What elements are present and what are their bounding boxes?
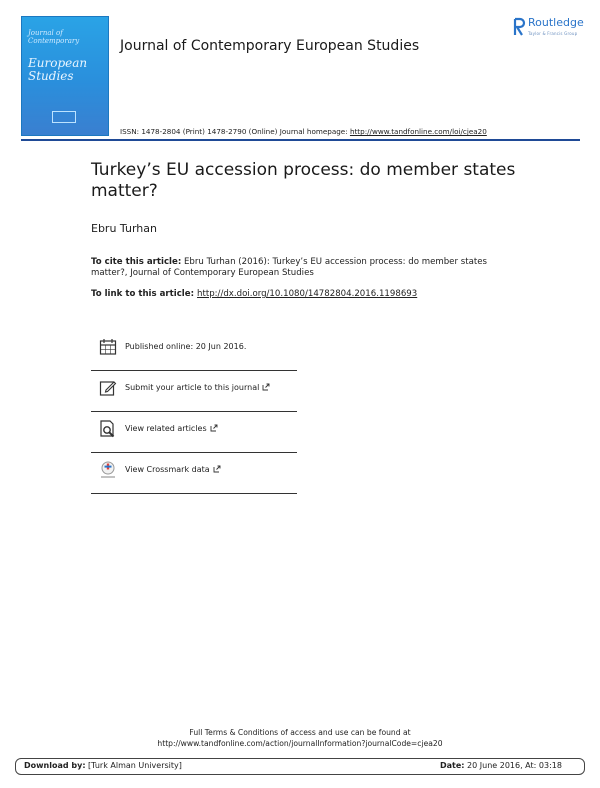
related-articles-icon [99,420,117,438]
header-divider [21,139,580,141]
related-articles-link[interactable] [125,424,218,433]
journal-title: Journal of Contemporary European Studies [120,38,420,54]
calendar-icon [99,338,117,356]
submit-article-label: Submit your article to this journal [125,383,260,392]
related-articles-label: View related articles [125,424,207,433]
article-title: Turkey’s EU accession process: do member states matter? [91,160,516,201]
external-link-icon [210,424,218,432]
journal-cover-image [21,16,109,136]
crossmark-label: View Crossmark data [125,465,210,474]
external-link-icon [213,465,221,473]
published-online-label: Published online: 20 Jun 2016. [125,342,247,351]
journal-homepage-link[interactable]: http://www.tandfonline.com/loi/cjea20 [349,127,487,136]
cover-title-line1: Journal of Contemporary [28,29,80,45]
downloaded-by-label: Download by: [24,761,86,770]
terms-line1: Full Terms & Conditions of access and use can be found at [189,728,411,737]
download-info-bar [15,758,585,775]
download-date-label: Date: [440,761,465,770]
external-link-icon [262,383,270,391]
article-author: Ebru Turhan [91,222,157,235]
publisher-name: Routledge [528,16,584,29]
downloaded-by [24,761,182,770]
cover-title-line2: European Studies [28,56,88,83]
edit-icon [99,379,117,397]
article-link-line [91,289,417,299]
cite-text: Ebru Turhan (2016): Turkey’s EU accession process: do member states matter?, Journal of Contemporary European Studies [91,257,487,278]
cover-logo-icon [52,111,76,123]
crossmark-icon [99,461,117,479]
publisher-subtitle: Taylor & Francis Group [528,31,578,36]
cite-label: To cite this article: [91,257,182,267]
crossmark-link[interactable] [125,465,221,474]
submit-article-link[interactable] [125,383,270,392]
issn-text: ISSN: 1478-2804 (Print) 1478-2790 (Online) Journal homepage: [120,127,350,136]
link-label: To link to this article: [91,289,198,299]
article-actions [91,330,297,494]
terms-link[interactable]: http://www.tandfonline.com/action/journalInformation?journalCode=cjea20 [157,739,443,748]
issn-line [120,127,487,136]
citation [91,257,511,279]
related-articles-item[interactable] [91,412,297,453]
download-date-value: 20 June 2016, At: 03:18 [464,761,562,770]
terms-notice [0,727,600,749]
submit-article-item[interactable] [91,371,297,412]
crossmark-item[interactable] [91,453,297,494]
download-date [440,761,562,770]
doi-link[interactable]: http://dx.doi.org/10.1080/14782804.2016.1198693 [197,289,418,299]
routledge-logo-icon [512,17,526,37]
published-online-item [91,330,297,371]
publisher-logo [512,17,584,39]
downloaded-by-value: [Turk Alman University] [85,761,182,770]
